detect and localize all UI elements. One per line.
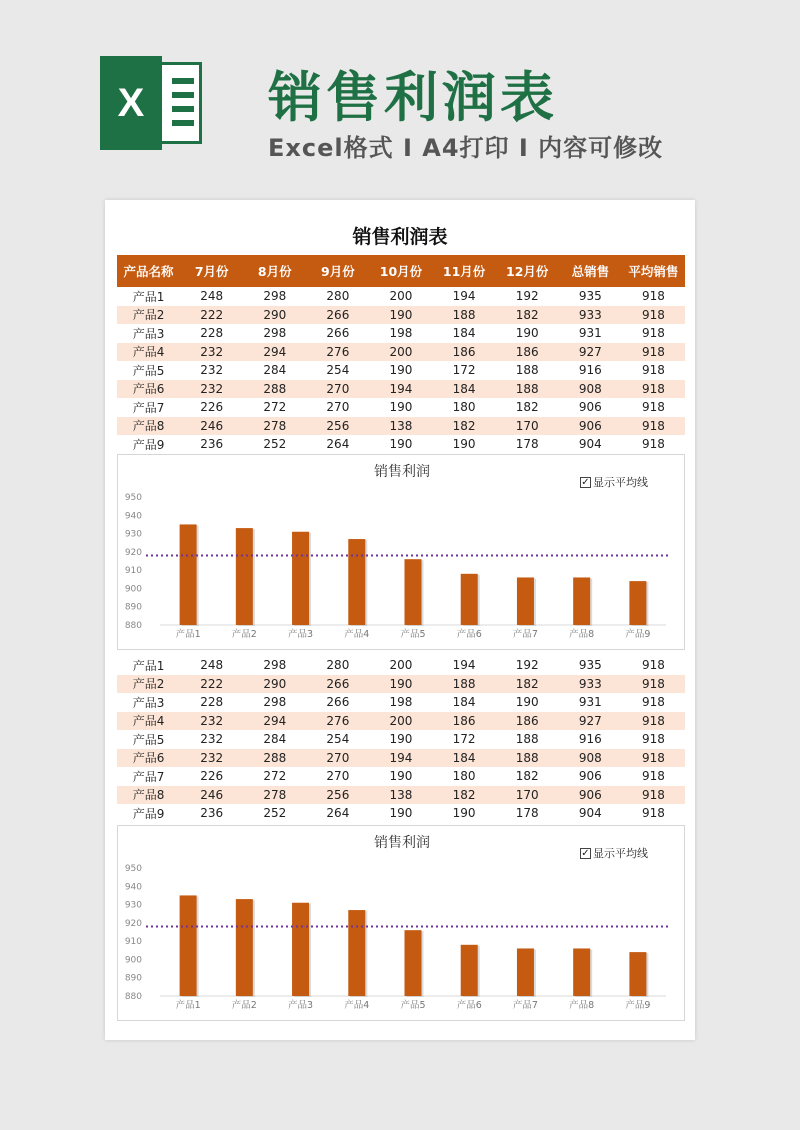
- table-cell[interactable]: 188: [433, 675, 496, 694]
- table-cell[interactable]: 264: [326, 437, 350, 452]
- table-cell[interactable]: 188: [496, 749, 559, 768]
- x-tick-label: 产品1: [175, 629, 201, 640]
- column-header: 10月份: [369, 255, 432, 287]
- table-cell[interactable]: 产品1: [132, 658, 165, 673]
- table-cell[interactable]: 918: [641, 400, 665, 415]
- table-cell[interactable]: 252: [263, 806, 287, 821]
- bar: [573, 577, 590, 625]
- table-cell[interactable]: 194: [369, 380, 432, 399]
- table-cell[interactable]: 190: [515, 326, 539, 341]
- table-cell[interactable]: 232: [200, 732, 224, 747]
- table-cell[interactable]: 270: [306, 380, 369, 399]
- table-cell[interactable]: 927: [559, 712, 622, 731]
- x-tick-label: 产品3: [288, 1000, 314, 1011]
- table-cell[interactable]: 198: [389, 695, 413, 710]
- table-cell[interactable]: 产品6: [117, 380, 180, 399]
- table-row: [117, 656, 685, 675]
- table-cell[interactable]: 产品1: [132, 289, 165, 304]
- table-cell[interactable]: 232: [180, 712, 243, 731]
- table-cell[interactable]: 906: [559, 786, 622, 805]
- table-cell[interactable]: 190: [452, 437, 476, 452]
- table-cell[interactable]: 264: [326, 806, 350, 821]
- table-cell[interactable]: 232: [180, 343, 243, 362]
- table-cell[interactable]: 918: [641, 806, 665, 821]
- table-cell[interactable]: 918: [641, 437, 665, 452]
- column-header: 9月份: [306, 255, 369, 287]
- table-cell[interactable]: 232: [180, 749, 243, 768]
- table-cell[interactable]: 192: [515, 289, 539, 304]
- table-row: [117, 287, 685, 306]
- table-cell[interactable]: 190: [389, 806, 413, 821]
- table-cell[interactable]: 256: [306, 417, 369, 436]
- y-tick-label: 880: [124, 621, 142, 631]
- y-tick-label: 930: [124, 529, 142, 540]
- table-cell[interactable]: 280: [326, 658, 350, 673]
- checkbox-label: 显示平均线: [593, 476, 648, 489]
- bar: [629, 952, 646, 996]
- table-cell[interactable]: 182: [433, 786, 496, 805]
- table-cell[interactable]: 192: [515, 658, 539, 673]
- table-cell[interactable]: 908: [559, 749, 622, 768]
- table-row: [117, 306, 685, 325]
- table-cell[interactable]: 170: [496, 786, 559, 805]
- table-cell[interactable]: 184: [433, 380, 496, 399]
- table-cell[interactable]: 产品5: [132, 732, 165, 747]
- table-cell[interactable]: 935: [578, 658, 602, 673]
- table-cell[interactable]: 190: [515, 695, 539, 710]
- table-cell[interactable]: 180: [452, 769, 476, 784]
- x-tick-label: 产品8: [569, 629, 595, 640]
- table-cell[interactable]: 278: [243, 417, 306, 436]
- x-tick-label: 产品9: [625, 629, 651, 640]
- bar: [629, 581, 646, 625]
- table-cell[interactable]: 产品8: [117, 417, 180, 436]
- checkbox-label: 显示平均线: [593, 847, 648, 860]
- table-cell[interactable]: 904: [578, 437, 602, 452]
- table-cell[interactable]: 产品2: [117, 675, 180, 694]
- table-cell[interactable]: 178: [515, 806, 539, 821]
- table-cell[interactable]: 182: [496, 306, 559, 325]
- table-cell[interactable]: 228: [200, 695, 224, 710]
- table-cell[interactable]: 284: [263, 363, 287, 378]
- table-cell[interactable]: 236: [200, 806, 224, 821]
- table-cell[interactable]: 200: [369, 712, 432, 731]
- table-cell[interactable]: 933: [559, 675, 622, 694]
- table-cell[interactable]: 产品3: [132, 326, 165, 341]
- table-cell[interactable]: 产品2: [117, 306, 180, 325]
- y-tick-label: 930: [124, 900, 142, 911]
- table-cell[interactable]: 256: [306, 786, 369, 805]
- bar: [405, 930, 422, 996]
- table-cell[interactable]: 190: [389, 732, 413, 747]
- table-cell[interactable]: 918: [641, 289, 665, 304]
- chart-title: 销售利润: [374, 464, 430, 480]
- x-tick-label: 产品8: [569, 1000, 595, 1011]
- table-cell[interactable]: 931: [578, 695, 602, 710]
- table-cell[interactable]: 182: [515, 769, 539, 784]
- bar: [461, 945, 478, 996]
- table-cell[interactable]: 916: [578, 363, 602, 378]
- page-subtitle: Excel格式 I A4打印 I 内容可修改: [268, 134, 664, 162]
- table-cell[interactable]: 918: [622, 380, 685, 399]
- table-cell[interactable]: 188: [496, 380, 559, 399]
- table-row: [117, 786, 685, 805]
- table-cell[interactable]: 产品6: [117, 749, 180, 768]
- table-cell[interactable]: 198: [389, 326, 413, 341]
- x-tick-label: 产品4: [344, 629, 370, 640]
- table-cell[interactable]: 272: [263, 400, 287, 415]
- table-cell[interactable]: 916: [578, 732, 602, 747]
- bar: [180, 524, 197, 625]
- table-cell[interactable]: 908: [559, 380, 622, 399]
- y-tick-label: 940: [124, 511, 142, 522]
- table-cell[interactable]: 产品9: [132, 806, 165, 821]
- table-cell[interactable]: 918: [622, 306, 685, 325]
- bar: [180, 895, 197, 996]
- bar: [573, 948, 590, 996]
- table-cell[interactable]: 266: [306, 306, 369, 325]
- sales-chart: [117, 454, 685, 650]
- table-cell[interactable]: 194: [369, 749, 432, 768]
- table-row: [117, 361, 685, 380]
- table-cell[interactable]: 918: [641, 658, 665, 673]
- table-row: [117, 675, 685, 694]
- table-cell[interactable]: 270: [326, 400, 350, 415]
- sales-table: [117, 255, 685, 454]
- document-paper: [105, 200, 695, 1040]
- table-cell[interactable]: 246: [180, 417, 243, 436]
- table-cell[interactable]: 184: [433, 749, 496, 768]
- x-tick-label: 产品4: [344, 1000, 370, 1011]
- table-cell[interactable]: 186: [496, 343, 559, 362]
- table-cell[interactable]: 278: [243, 786, 306, 805]
- y-tick-label: 940: [124, 882, 142, 893]
- table-cell[interactable]: 288: [243, 749, 306, 768]
- table-cell[interactable]: 918: [641, 769, 665, 784]
- y-tick-label: 910: [124, 566, 142, 577]
- table-cell[interactable]: 产品8: [117, 786, 180, 805]
- table-cell[interactable]: 276: [306, 343, 369, 362]
- table-row: [117, 435, 685, 454]
- table-cell[interactable]: 266: [326, 326, 350, 341]
- x-tick-label: 产品7: [512, 629, 538, 640]
- table-cell[interactable]: 200: [389, 289, 413, 304]
- table-row: [117, 749, 685, 768]
- column-header: 产品名称: [117, 255, 180, 287]
- x-tick-label: 产品9: [625, 1000, 651, 1011]
- x-tick-label: 产品7: [512, 1000, 538, 1011]
- table-cell[interactable]: 产品7: [132, 769, 165, 784]
- table-row: [117, 804, 685, 823]
- table-cell[interactable]: 918: [622, 712, 685, 731]
- table-cell[interactable]: 252: [263, 437, 287, 452]
- table-cell[interactable]: 918: [641, 326, 665, 341]
- table-cell[interactable]: 138: [369, 786, 432, 805]
- table-cell[interactable]: 298: [263, 326, 287, 341]
- table-cell[interactable]: 266: [326, 695, 350, 710]
- table-cell[interactable]: 194: [452, 658, 476, 673]
- column-header: 11月份: [433, 255, 496, 287]
- table-row: [117, 712, 685, 731]
- table-cell[interactable]: 190: [389, 400, 413, 415]
- table-cell[interactable]: 222: [180, 306, 243, 325]
- table-cell[interactable]: 产品3: [132, 695, 165, 710]
- table-cell[interactable]: 186: [433, 343, 496, 362]
- table-cell[interactable]: 186: [496, 712, 559, 731]
- table-cell[interactable]: 200: [389, 658, 413, 673]
- table-cell[interactable]: 294: [243, 343, 306, 362]
- table-cell[interactable]: 190: [369, 306, 432, 325]
- table-cell[interactable]: 182: [433, 417, 496, 436]
- y-tick-label: 890: [124, 973, 142, 984]
- table-cell[interactable]: 298: [263, 289, 287, 304]
- table-cell[interactable]: 918: [641, 732, 665, 747]
- table-cell[interactable]: 188: [515, 732, 539, 747]
- table-row: [117, 343, 685, 362]
- table-cell[interactable]: 254: [326, 363, 350, 378]
- table-cell[interactable]: 188: [433, 306, 496, 325]
- table-cell[interactable]: 产品7: [132, 400, 165, 415]
- x-tick-label: 产品3: [288, 629, 314, 640]
- table-cell[interactable]: 232: [180, 380, 243, 399]
- y-tick-label: 900: [124, 584, 142, 595]
- table-header-row: [117, 255, 685, 287]
- table-cell[interactable]: 904: [578, 806, 602, 821]
- checkbox-box[interactable]: ✓: [581, 476, 590, 488]
- table-cell[interactable]: 184: [452, 326, 476, 341]
- bar: [461, 574, 478, 625]
- table-cell[interactable]: 290: [243, 675, 306, 694]
- table-cell[interactable]: 272: [263, 769, 287, 784]
- bar: [236, 899, 253, 996]
- y-tick-label: 880: [124, 992, 142, 1002]
- table-cell[interactable]: 918: [622, 343, 685, 362]
- table-cell[interactable]: 918: [641, 695, 665, 710]
- bar: [348, 539, 365, 625]
- table-cell[interactable]: 228: [200, 326, 224, 341]
- table-cell[interactable]: 294: [243, 712, 306, 731]
- bar: [292, 903, 309, 996]
- x-tick-label: 产品2: [231, 629, 257, 640]
- table-cell[interactable]: 222: [180, 675, 243, 694]
- bar: [517, 577, 534, 625]
- bar: [517, 948, 534, 996]
- bar: [405, 559, 422, 625]
- table-row: [117, 730, 685, 749]
- y-tick-label: 910: [124, 937, 142, 948]
- table-cell[interactable]: 266: [306, 675, 369, 694]
- y-tick-label: 950: [124, 864, 142, 874]
- table-cell[interactable]: 906: [578, 400, 602, 415]
- table-row: [117, 417, 685, 436]
- table-cell[interactable]: 172: [452, 363, 476, 378]
- table-cell[interactable]: 182: [496, 675, 559, 694]
- table-cell[interactable]: 190: [389, 769, 413, 784]
- table-cell[interactable]: 180: [452, 400, 476, 415]
- table-cell[interactable]: 184: [452, 695, 476, 710]
- sales-chart-repeat: [117, 825, 685, 1021]
- average-line-checkbox[interactable]: [580, 474, 648, 490]
- table-cell[interactable]: 190: [452, 806, 476, 821]
- table-cell[interactable]: 190: [389, 437, 413, 452]
- table-cell[interactable]: 927: [559, 343, 622, 362]
- y-tick-label: 920: [124, 918, 142, 929]
- table-cell[interactable]: 254: [326, 732, 350, 747]
- table-cell[interactable]: 918: [622, 417, 685, 436]
- column-header: 12月份: [496, 255, 559, 287]
- table-cell[interactable]: 产品4: [117, 712, 180, 731]
- document-title: 销售利润表: [352, 226, 448, 248]
- table-cell[interactable]: 270: [326, 769, 350, 784]
- x-tick-label: 产品5: [400, 629, 426, 640]
- table-cell[interactable]: 298: [263, 658, 287, 673]
- page-title: 销售利润表: [268, 66, 558, 129]
- bar: [236, 528, 253, 625]
- x-tick-label: 产品6: [456, 629, 482, 640]
- y-tick-label: 950: [124, 493, 142, 503]
- y-tick-label: 920: [124, 547, 142, 558]
- table-cell[interactable]: 270: [306, 749, 369, 768]
- table-cell[interactable]: 918: [641, 363, 665, 378]
- table-cell[interactable]: 186: [433, 712, 496, 731]
- table-cell[interactable]: 产品4: [117, 343, 180, 362]
- table-cell[interactable]: 290: [243, 306, 306, 325]
- table-cell[interactable]: 产品5: [132, 363, 165, 378]
- table-cell[interactable]: 138: [369, 417, 432, 436]
- column-header: 总销售: [559, 255, 622, 287]
- table-cell[interactable]: 931: [578, 326, 602, 341]
- table-cell[interactable]: 188: [515, 363, 539, 378]
- table-cell[interactable]: 918: [622, 786, 685, 805]
- table-cell[interactable]: 200: [369, 343, 432, 362]
- average-line-checkbox[interactable]: [580, 845, 648, 861]
- column-header: 平均销售: [622, 255, 685, 287]
- table-row: [117, 693, 685, 712]
- x-tick-label: 产品1: [175, 1000, 201, 1011]
- excel-logo-icon: [100, 56, 208, 150]
- column-header: 7月份: [180, 255, 243, 287]
- table-row: [117, 324, 685, 343]
- table-cell[interactable]: 190: [369, 675, 432, 694]
- table-cell[interactable]: 918: [622, 675, 685, 694]
- table-cell[interactable]: 226: [200, 769, 224, 784]
- table-cell[interactable]: 284: [263, 732, 287, 747]
- x-tick-label: 产品2: [231, 1000, 257, 1011]
- table-cell[interactable]: 194: [452, 289, 476, 304]
- table-cell[interactable]: 248: [200, 289, 224, 304]
- logo-letter: X: [100, 56, 162, 150]
- checkbox-box[interactable]: ✓: [581, 847, 590, 859]
- y-tick-label: 900: [124, 955, 142, 966]
- table-cell[interactable]: 906: [559, 417, 622, 436]
- chart-title: 销售利润: [374, 835, 430, 851]
- table-cell[interactable]: 226: [200, 400, 224, 415]
- sales-table-repeat: [117, 656, 685, 823]
- table-cell[interactable]: 246: [180, 786, 243, 805]
- column-header: 8月份: [243, 255, 306, 287]
- table-cell[interactable]: 182: [515, 400, 539, 415]
- table-cell[interactable]: 190: [389, 363, 413, 378]
- table-cell[interactable]: 280: [326, 289, 350, 304]
- y-tick-label: 890: [124, 602, 142, 613]
- x-tick-label: 产品6: [456, 1000, 482, 1011]
- table-cell[interactable]: 产品9: [132, 437, 165, 452]
- bar: [348, 910, 365, 996]
- table-row: [117, 398, 685, 417]
- table-cell[interactable]: 288: [243, 380, 306, 399]
- table-cell[interactable]: 933: [559, 306, 622, 325]
- table-cell[interactable]: 918: [622, 749, 685, 768]
- table-cell[interactable]: 276: [306, 712, 369, 731]
- table-cell[interactable]: 232: [200, 363, 224, 378]
- table-cell[interactable]: 236: [200, 437, 224, 452]
- table-cell[interactable]: 172: [452, 732, 476, 747]
- table-cell[interactable]: 248: [200, 658, 224, 673]
- x-tick-label: 产品5: [400, 1000, 426, 1011]
- table-cell[interactable]: 935: [578, 289, 602, 304]
- table-cell[interactable]: 906: [578, 769, 602, 784]
- table-cell[interactable]: 170: [496, 417, 559, 436]
- table-cell[interactable]: 178: [515, 437, 539, 452]
- table-cell[interactable]: 298: [263, 695, 287, 710]
- bar: [292, 532, 309, 625]
- table-row: [117, 767, 685, 786]
- table-row: [117, 380, 685, 399]
